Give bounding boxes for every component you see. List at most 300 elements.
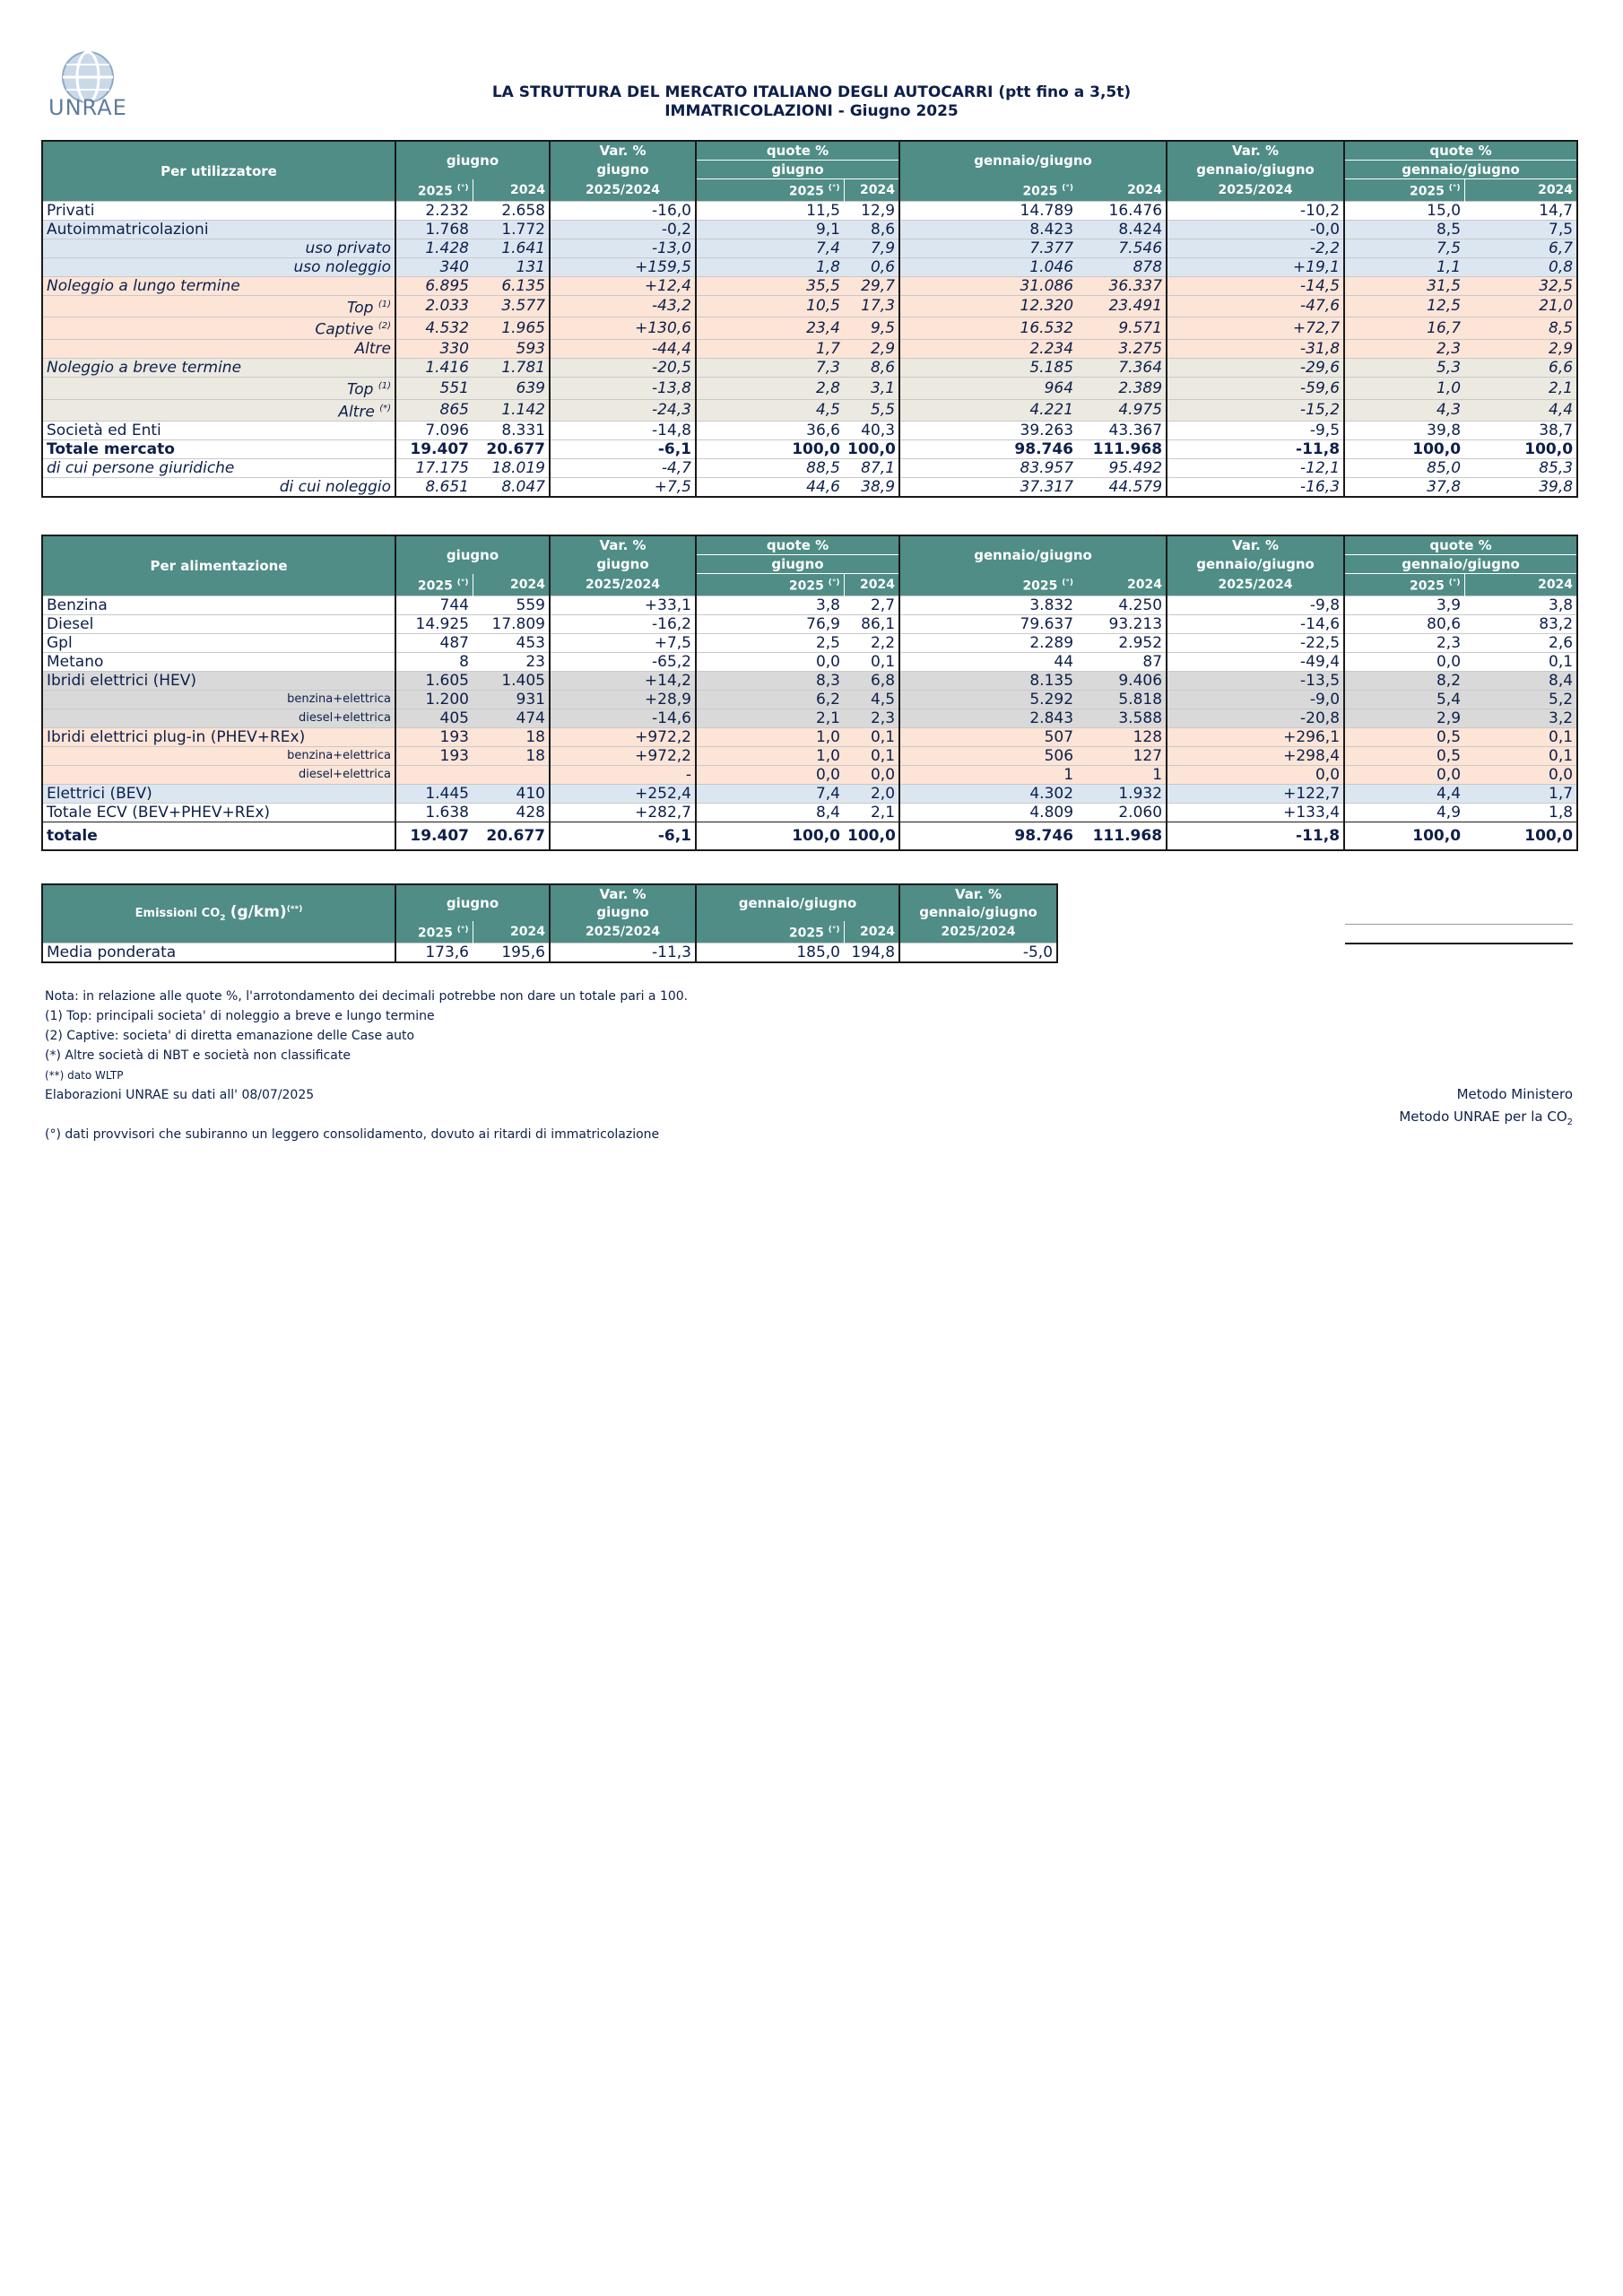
cell: 2,2 — [844, 633, 899, 652]
cell: 173,6 — [395, 943, 473, 962]
cell: 865 — [395, 399, 473, 422]
cell: 1.965 — [473, 317, 550, 340]
cell: -14,6 — [1167, 614, 1344, 633]
cell: 83.957 — [899, 459, 1077, 478]
cell: 16.532 — [899, 317, 1077, 340]
table-per-alimentazione — [41, 535, 1578, 851]
cell: 1.200 — [395, 690, 473, 709]
header-quote-2024: 2024 — [844, 574, 899, 596]
row-label: Captive $^{(2)}$ — [42, 317, 395, 340]
cell: 7,4 — [696, 784, 844, 803]
cell: -11,8 — [1167, 440, 1344, 459]
header-var-gengiu: gennaio/giugno — [1167, 161, 1344, 179]
header-giugno: giugno — [395, 884, 550, 921]
cell: 100,0 — [1464, 822, 1577, 850]
cell: 4.532 — [395, 317, 473, 340]
cell: 128 — [1077, 727, 1167, 746]
cell: 3.577 — [473, 295, 550, 317]
cell: -4,7 — [550, 459, 696, 478]
cell: +28,9 — [550, 690, 696, 709]
cell: 17.175 — [395, 459, 473, 478]
header-gengiu: gennaio/giugno — [899, 535, 1167, 574]
cell: 3.588 — [1077, 709, 1167, 727]
table-row — [42, 220, 1577, 239]
note-line: Nota: in relazione alle quote %, l'arrotondamento dei decimali potrebbe non dare un totale pari a 100. — [45, 989, 689, 1004]
cell: 964 — [899, 377, 1077, 399]
cell: 0,0 — [1344, 652, 1464, 671]
cell: 2.389 — [1077, 377, 1167, 399]
cell: +72,7 — [1167, 317, 1344, 340]
cell: 20.677 — [473, 440, 550, 459]
table-row — [42, 478, 1577, 498]
table-row — [42, 765, 1577, 784]
cell: 100,0 — [1344, 822, 1464, 850]
cell: -12,1 — [1167, 459, 1344, 478]
cell: 111.968 — [1077, 440, 1167, 459]
cell: 95.492 — [1077, 459, 1167, 478]
header-var-gengiu-top: Var. % — [1167, 141, 1344, 161]
cell: 80,6 — [1344, 614, 1464, 633]
cell: 44.579 — [1077, 478, 1167, 498]
cell — [473, 765, 550, 784]
cell: 1 — [899, 765, 1077, 784]
header-giugno: giugno — [395, 535, 550, 574]
cell: 1.445 — [395, 784, 473, 803]
header-period: 2025/2024 — [550, 179, 696, 202]
header-quote-2024: 2024 — [844, 179, 899, 202]
cell: 44,6 — [696, 478, 844, 498]
cell: 21,0 — [1464, 295, 1577, 317]
cell: -16,2 — [550, 614, 696, 633]
cell: 8.135 — [899, 671, 1077, 690]
cell: 37,8 — [1344, 478, 1464, 498]
cell: 1,8 — [1464, 803, 1577, 822]
table-row — [42, 201, 1577, 220]
cell: 18 — [473, 746, 550, 765]
table-row — [42, 746, 1577, 765]
cell: +133,4 — [1167, 803, 1344, 822]
cell: -14,8 — [550, 422, 696, 440]
cell: 507 — [899, 727, 1077, 746]
table-row — [42, 614, 1577, 633]
cell: 4,3 — [1344, 399, 1464, 422]
cell: 8.424 — [1077, 220, 1167, 239]
header-var-giugno: giugno — [550, 555, 696, 574]
cell: -24,3 — [550, 399, 696, 422]
row-label: Top $^{(1)}$ — [42, 295, 395, 317]
note-line: (*) Altre società di NBT e società non classificate — [45, 1048, 351, 1063]
cell: -16,0 — [550, 201, 696, 220]
cell: 1.781 — [473, 358, 550, 377]
cell: - — [550, 765, 696, 784]
row-label: diesel+elettrica — [42, 765, 395, 784]
table-row — [42, 671, 1577, 690]
cell: 4.809 — [899, 803, 1077, 822]
cell: -0,0 — [1167, 220, 1344, 239]
cell: +7,5 — [550, 633, 696, 652]
cell: 8,4 — [696, 803, 844, 822]
cell: 9.406 — [1077, 671, 1167, 690]
cell: +282,7 — [550, 803, 696, 822]
header-var-gengiu: gennaio/giugno — [1167, 555, 1344, 574]
cell: 5,5 — [844, 399, 899, 422]
cell: 2.234 — [899, 339, 1077, 358]
cell: 7,9 — [844, 239, 899, 257]
row-label: uso privato — [42, 239, 395, 257]
header-2025: 2025 (°) — [395, 574, 473, 596]
cell: 1,8 — [696, 257, 844, 276]
cell: 4,5 — [844, 690, 899, 709]
cell: 100,0 — [844, 822, 899, 850]
cell: 593 — [473, 339, 550, 358]
header-qgg-2025: 2025 (°) — [1344, 179, 1464, 202]
cell: 0,1 — [1464, 652, 1577, 671]
header-period: 2025/2024 — [550, 921, 696, 943]
cell: 2.289 — [899, 633, 1077, 652]
table-row — [42, 399, 1577, 422]
cell: 31.086 — [899, 276, 1077, 295]
cell: 1.416 — [395, 358, 473, 377]
cell: 1 — [1077, 765, 1167, 784]
cell: 23,4 — [696, 317, 844, 340]
row-label: Media ponderata — [42, 943, 395, 962]
cell: 4,9 — [1344, 803, 1464, 822]
header-quote-gengiu-sub: gennaio/giugno — [1344, 555, 1577, 574]
cell: 878 — [1077, 257, 1167, 276]
note-line: (**) dato WLTP — [45, 1069, 124, 1082]
cell: 2,3 — [1344, 633, 1464, 652]
cell: 39.263 — [899, 422, 1077, 440]
cell: 1.046 — [899, 257, 1077, 276]
cell: 405 — [395, 709, 473, 727]
note-line: Elaborazioni UNRAE su dati all' 08/07/2025 — [45, 1088, 315, 1102]
header-var-giugno: giugno — [550, 161, 696, 179]
cell: 14.789 — [899, 201, 1077, 220]
cell: 0,0 — [1464, 765, 1577, 784]
note-line: (2) Captive: societa' di diretta emanazione delle Case auto — [45, 1029, 415, 1043]
cell: 131 — [473, 257, 550, 276]
cell: 5.185 — [899, 358, 1077, 377]
cell: 32,5 — [1464, 276, 1577, 295]
header-var-gengiu-top: Var. % — [899, 884, 1057, 903]
cell: -16,3 — [1167, 478, 1344, 498]
header-var-gengiu-top: Var. % — [1167, 535, 1344, 555]
cell: 1.405 — [473, 671, 550, 690]
cell: -14,6 — [550, 709, 696, 727]
cell: 8.651 — [395, 478, 473, 498]
cell: 5.292 — [899, 690, 1077, 709]
header-2024: 2024 — [473, 574, 550, 596]
cell: -9,0 — [1167, 690, 1344, 709]
header-emissioni: Emissioni $CO_2$ (g/km)(**) — [42, 884, 395, 943]
header-quote-gengiu: quote % — [1344, 141, 1577, 161]
note-line: (1) Top: principali societa' di noleggio a breve e lungo termine — [45, 1009, 435, 1023]
note-line — [45, 1105, 688, 1125]
cell: 6,8 — [844, 671, 899, 690]
cell: -6,1 — [550, 822, 696, 850]
cell: 193 — [395, 746, 473, 765]
cell: -44,4 — [550, 339, 696, 358]
row-label: Totale mercato — [42, 440, 395, 459]
cell: -13,5 — [1167, 671, 1344, 690]
cell: 0,1 — [844, 746, 899, 765]
header-giugno: giugno — [395, 141, 550, 179]
logo-text: UNRAE — [48, 95, 127, 120]
cell: 15,0 — [1344, 201, 1464, 220]
cell: 2,6 — [1464, 633, 1577, 652]
table-row — [42, 784, 1577, 803]
cell: 330 — [395, 339, 473, 358]
row-label: di cui persone giuridiche — [42, 459, 395, 478]
header-per-alimentazione: Per alimentazione — [42, 535, 395, 596]
cell: 31,5 — [1344, 276, 1464, 295]
header-var: Var. % — [550, 884, 696, 903]
cell: 7,5 — [1344, 239, 1464, 257]
cell: -13,8 — [550, 377, 696, 399]
table-emissioni — [41, 883, 1058, 963]
row-label: Società ed Enti — [42, 422, 395, 440]
header-2024: 2024 — [473, 179, 550, 202]
row-label: Autoimmatricolazioni — [42, 220, 395, 239]
cell: 40,3 — [844, 422, 899, 440]
cell: 7.546 — [1077, 239, 1167, 257]
row-label: Elettrici (BEV) — [42, 784, 395, 803]
cell: 4.975 — [1077, 399, 1167, 422]
header-var: Var. % — [550, 535, 696, 555]
cell: 0,1 — [844, 727, 899, 746]
cell: 1.641 — [473, 239, 550, 257]
header-quote-gengiu-sub: gennaio/giugno — [1344, 161, 1577, 179]
cell: 0,1 — [1464, 746, 1577, 765]
cell: -11,3 — [550, 943, 696, 962]
cell: 1,0 — [696, 727, 844, 746]
cell: -59,6 — [1167, 377, 1344, 399]
cell: -10,2 — [1167, 201, 1344, 220]
cell: 36.337 — [1077, 276, 1167, 295]
method-unrae: Metodo UNRAE per la $CO_2$ — [1399, 1109, 1573, 1127]
cell: +130,6 — [550, 317, 696, 340]
cell: +252,4 — [550, 784, 696, 803]
cell: 8.047 — [473, 478, 550, 498]
cell: +159,5 — [550, 257, 696, 276]
cell: 1.772 — [473, 220, 550, 239]
table-row — [42, 690, 1577, 709]
cell: 35,5 — [696, 276, 844, 295]
cell: 6.895 — [395, 276, 473, 295]
header-gg-period: 2025/2024 — [1167, 574, 1344, 596]
cell: 19.407 — [395, 440, 473, 459]
cell: 4,4 — [1344, 784, 1464, 803]
header-gg-2025: 2025 (°) — [899, 574, 1077, 596]
cell: -5,0 — [899, 943, 1057, 962]
cell: 0,1 — [844, 652, 899, 671]
cell: 86,1 — [844, 614, 899, 633]
cell: 1,7 — [696, 339, 844, 358]
row-label: Benzina — [42, 596, 395, 614]
header-gg-2025: 2025 (°) — [696, 921, 844, 943]
cell: 1,7 — [1464, 784, 1577, 803]
cell: 1.638 — [395, 803, 473, 822]
header-gengiu: gennaio/giugno — [696, 884, 899, 921]
cell: 98.746 — [899, 822, 1077, 850]
cell: 23.491 — [1077, 295, 1167, 317]
header-2025: 2025 (°) — [395, 921, 473, 943]
cell: 8,4 — [1464, 671, 1577, 690]
cell: 100,0 — [1464, 440, 1577, 459]
row-label: Metano — [42, 652, 395, 671]
row-label: Altre (*) — [42, 399, 395, 422]
cell: 7,5 — [1464, 220, 1577, 239]
cell: -6,1 — [550, 440, 696, 459]
table-row — [42, 709, 1577, 727]
cell: 23 — [473, 652, 550, 671]
cell: 100,0 — [844, 440, 899, 459]
cell: 2,9 — [1464, 339, 1577, 358]
cell: 8.331 — [473, 422, 550, 440]
cell: 428 — [473, 803, 550, 822]
cell: 744 — [395, 596, 473, 614]
cell: -65,2 — [550, 652, 696, 671]
table-row — [42, 295, 1577, 317]
cell: 8,5 — [1344, 220, 1464, 239]
cell: 127 — [1077, 746, 1167, 765]
cell: 10,5 — [696, 295, 844, 317]
header-qgg-2024: 2024 — [1464, 179, 1577, 202]
table-row — [42, 339, 1577, 358]
cell: 19.407 — [395, 822, 473, 850]
cell: 12.320 — [899, 295, 1077, 317]
table-row — [42, 459, 1577, 478]
cell: +19,1 — [1167, 257, 1344, 276]
cell: 2.952 — [1077, 633, 1167, 652]
table-row — [42, 358, 1577, 377]
table-row — [42, 652, 1577, 671]
table-row — [42, 803, 1577, 822]
header-gg-period: 2025/2024 — [899, 921, 1057, 943]
cell: 0,0 — [1344, 765, 1464, 784]
cell: +972,2 — [550, 746, 696, 765]
cell: -31,8 — [1167, 339, 1344, 358]
cell: 0,6 — [844, 257, 899, 276]
header-period: 2025/2024 — [550, 574, 696, 596]
cell: +972,2 — [550, 727, 696, 746]
header-2025: 2025 (°) — [395, 179, 473, 202]
row-label: di cui noleggio — [42, 478, 395, 498]
row-label: totale — [42, 822, 395, 850]
cell: +14,2 — [550, 671, 696, 690]
header-gg-period: 2025/2024 — [1167, 179, 1344, 202]
cell: -47,6 — [1167, 295, 1344, 317]
note-line: (°) dati provvisori che subiranno un leggero consolidamento, dovuto ai ritardi di immatricolazione — [45, 1127, 660, 1142]
cell: 2,1 — [1464, 377, 1577, 399]
cell: 2,1 — [844, 803, 899, 822]
row-label: Diesel — [42, 614, 395, 633]
cell: 2.232 — [395, 201, 473, 220]
cell: 185,0 — [696, 943, 844, 962]
table-per-utilizzatore — [41, 140, 1578, 498]
cell: 193 — [395, 727, 473, 746]
cell: -9,8 — [1167, 596, 1344, 614]
cell: 2,9 — [844, 339, 899, 358]
cell: 17.809 — [473, 614, 550, 633]
cell: 5,4 — [1344, 690, 1464, 709]
cell: 16,7 — [1344, 317, 1464, 340]
cell: 0,5 — [1344, 746, 1464, 765]
cell: 87 — [1077, 652, 1167, 671]
cell: -20,5 — [550, 358, 696, 377]
cell: 8,5 — [1464, 317, 1577, 340]
cell: 4,5 — [696, 399, 844, 422]
cell: 18 — [473, 727, 550, 746]
cell: 12,5 — [1344, 295, 1464, 317]
notes-block — [45, 987, 688, 1144]
cell: 76,9 — [696, 614, 844, 633]
header-quote: quote % — [696, 535, 899, 555]
cell: 3,2 — [1464, 709, 1577, 727]
report-subtitle: IMMATRICOLAZIONI - Giugno 2025 — [664, 102, 959, 120]
cell: -29,6 — [1167, 358, 1344, 377]
cell: 1.428 — [395, 239, 473, 257]
cell: 111.968 — [1077, 822, 1167, 850]
cell: 453 — [473, 633, 550, 652]
header-quote-giugno: giugno — [696, 161, 899, 179]
cell: 4,4 — [1464, 399, 1577, 422]
header-var-gengiu: gennaio/giugno — [899, 903, 1057, 921]
row-label: Totale ECV (BEV+PHEV+REx) — [42, 803, 395, 822]
cell: 410 — [473, 784, 550, 803]
cell: 2,3 — [844, 709, 899, 727]
cell: -11,8 — [1167, 822, 1344, 850]
cell: 4.250 — [1077, 596, 1167, 614]
cell: -15,2 — [1167, 399, 1344, 422]
cell: 85,0 — [1344, 459, 1464, 478]
cell: -43,2 — [550, 295, 696, 317]
header-per-utilizzatore: Per utilizzatore — [42, 141, 395, 201]
cell: 11,5 — [696, 201, 844, 220]
header-gengiu: gennaio/giugno — [899, 141, 1167, 179]
cell: 1,0 — [1344, 377, 1464, 399]
cell: 639 — [473, 377, 550, 399]
cell: 38,9 — [844, 478, 899, 498]
cell: 3,8 — [696, 596, 844, 614]
header-var: Var. % — [550, 141, 696, 161]
table-row — [42, 257, 1577, 276]
table-row — [42, 596, 1577, 614]
table-row — [42, 377, 1577, 399]
cell — [395, 765, 473, 784]
cell: 0,0 — [844, 765, 899, 784]
cell: +33,1 — [550, 596, 696, 614]
cell: 39,8 — [1344, 422, 1464, 440]
row-label: Noleggio a lungo termine — [42, 276, 395, 295]
cell: 93.213 — [1077, 614, 1167, 633]
cell: 1,0 — [696, 746, 844, 765]
cell: 16.476 — [1077, 201, 1167, 220]
cell: 17,3 — [844, 295, 899, 317]
cell: -22,5 — [1167, 633, 1344, 652]
cell: -9,5 — [1167, 422, 1344, 440]
table-row — [42, 422, 1577, 440]
cell: 5,3 — [1344, 358, 1464, 377]
cell: 559 — [473, 596, 550, 614]
cell: 3,9 — [1344, 596, 1464, 614]
cell: 9,5 — [844, 317, 899, 340]
cell: +7,5 — [550, 478, 696, 498]
cell: 7.096 — [395, 422, 473, 440]
header-qgg-2025: 2025 (°) — [1344, 574, 1464, 596]
row-label: benzina+elettrica — [42, 690, 395, 709]
cell: -49,4 — [1167, 652, 1344, 671]
